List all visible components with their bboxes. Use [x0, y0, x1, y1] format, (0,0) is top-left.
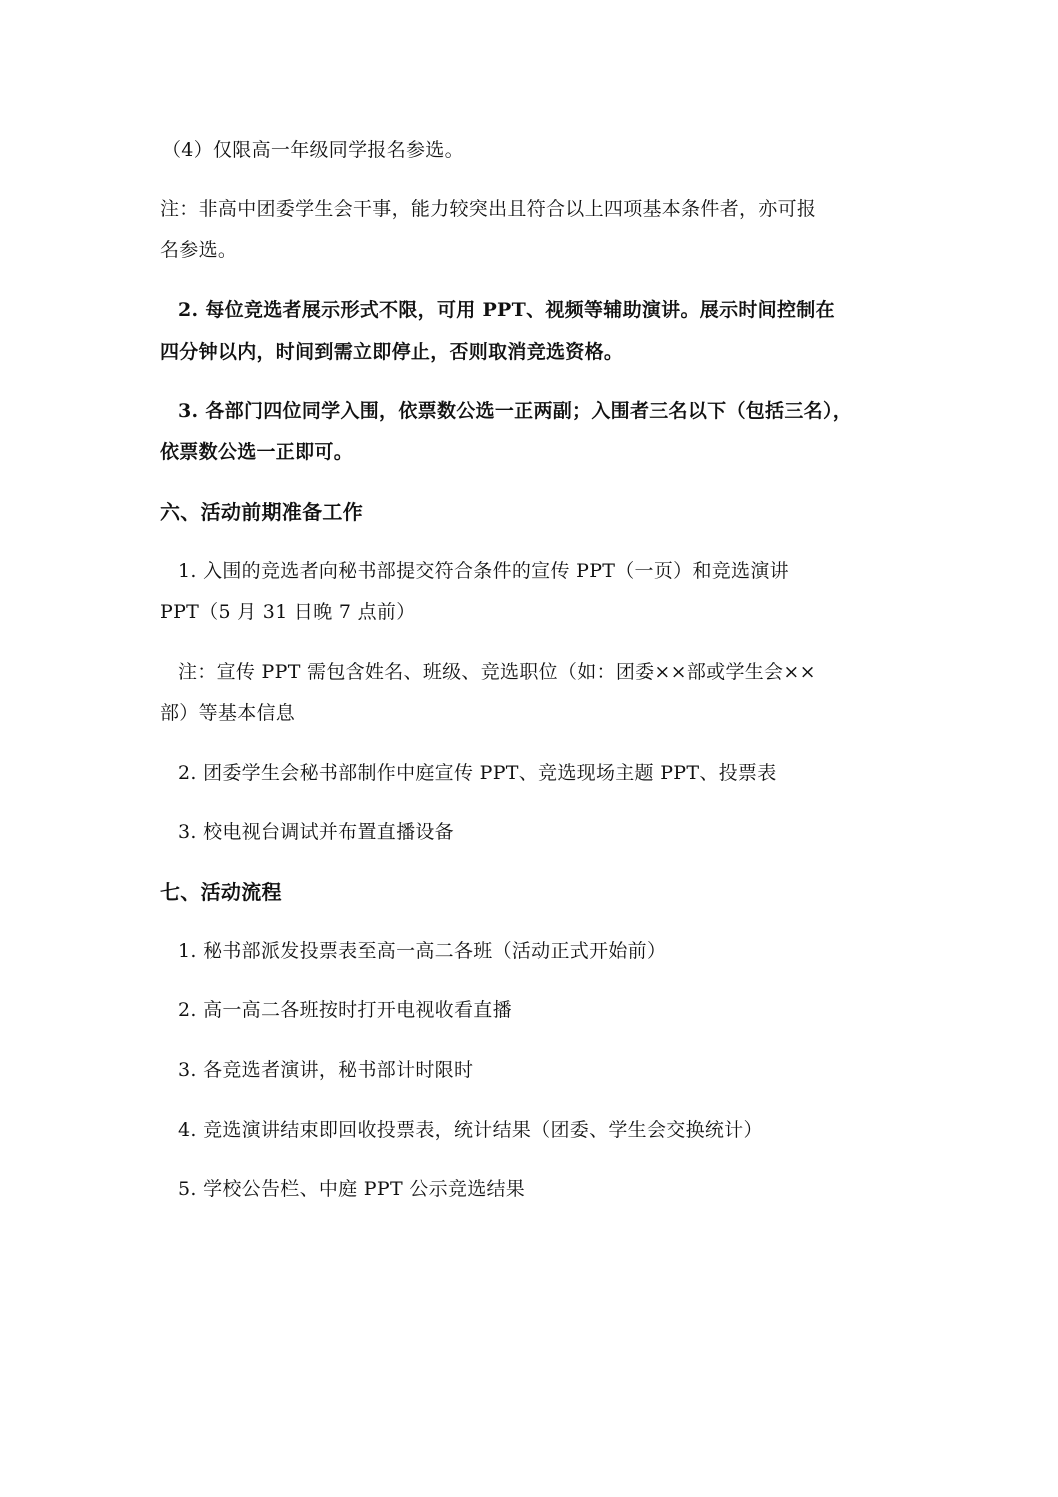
rule-3-line-1: 3. 各部门四位同学入围，依票数公选一正两副；入围者三名以下（包括三名），	[178, 400, 853, 422]
section-heading-process: 七、活动流程	[160, 880, 282, 904]
process-item-4: 4. 竞选演讲结束即回收投票表，统计结果（团委、学生会交换统计）	[178, 1119, 763, 1141]
process-item-3: 3. 各竞选者演讲，秘书部计时限时	[178, 1059, 474, 1081]
prep-item-2: 2. 团委学生会秘书部制作中庭宣传 PPT、竞选现场主题 PPT、投票表	[178, 762, 777, 784]
section-heading-prep: 六、活动前期准备工作	[160, 500, 363, 524]
rule-2-line-1: 2. 每位竞选者展示形式不限，可用 PPT、视频等辅助演讲。展示时间控制在	[178, 299, 835, 321]
prep-item-3: 3. 校电视台调试并布置直播设备	[178, 821, 454, 843]
process-item-2: 2. 高一高二各班按时打开电视收看直播	[178, 999, 512, 1021]
process-item-1: 1. 秘书部派发投票表至高一高二各班（活动正式开始前）	[178, 940, 667, 962]
note-line-1: 注：非高中团委学生会干事，能力较突出且符合以上四项基本条件者，亦可报	[160, 198, 817, 220]
prep-note-line-2: 部）等基本信息	[160, 702, 296, 724]
rule-2-line-2: 四分钟以内，时间到需立即停止，否则取消竞选资格。	[160, 341, 624, 363]
prep-item-1-line-1: 1. 入围的竞选者向秘书部提交符合条件的宣传 PPT（一页）和竞选演讲	[178, 560, 789, 582]
prep-note-line-1: 注：宣传 PPT 需包含姓名、班级、竞选职位（如：团委××部或学生会××	[178, 661, 816, 683]
note-line-2: 名参选。	[160, 239, 238, 261]
eligibility-item-4: （4）仅限高一年级同学报名参选。	[162, 139, 464, 161]
process-item-5: 5. 学校公告栏、中庭 PPT 公示竞选结果	[178, 1178, 526, 1200]
rule-3-line-2: 依票数公选一正即可。	[160, 441, 354, 463]
prep-item-1-line-2: PPT（5 月 31 日晚 7 点前）	[160, 601, 416, 623]
